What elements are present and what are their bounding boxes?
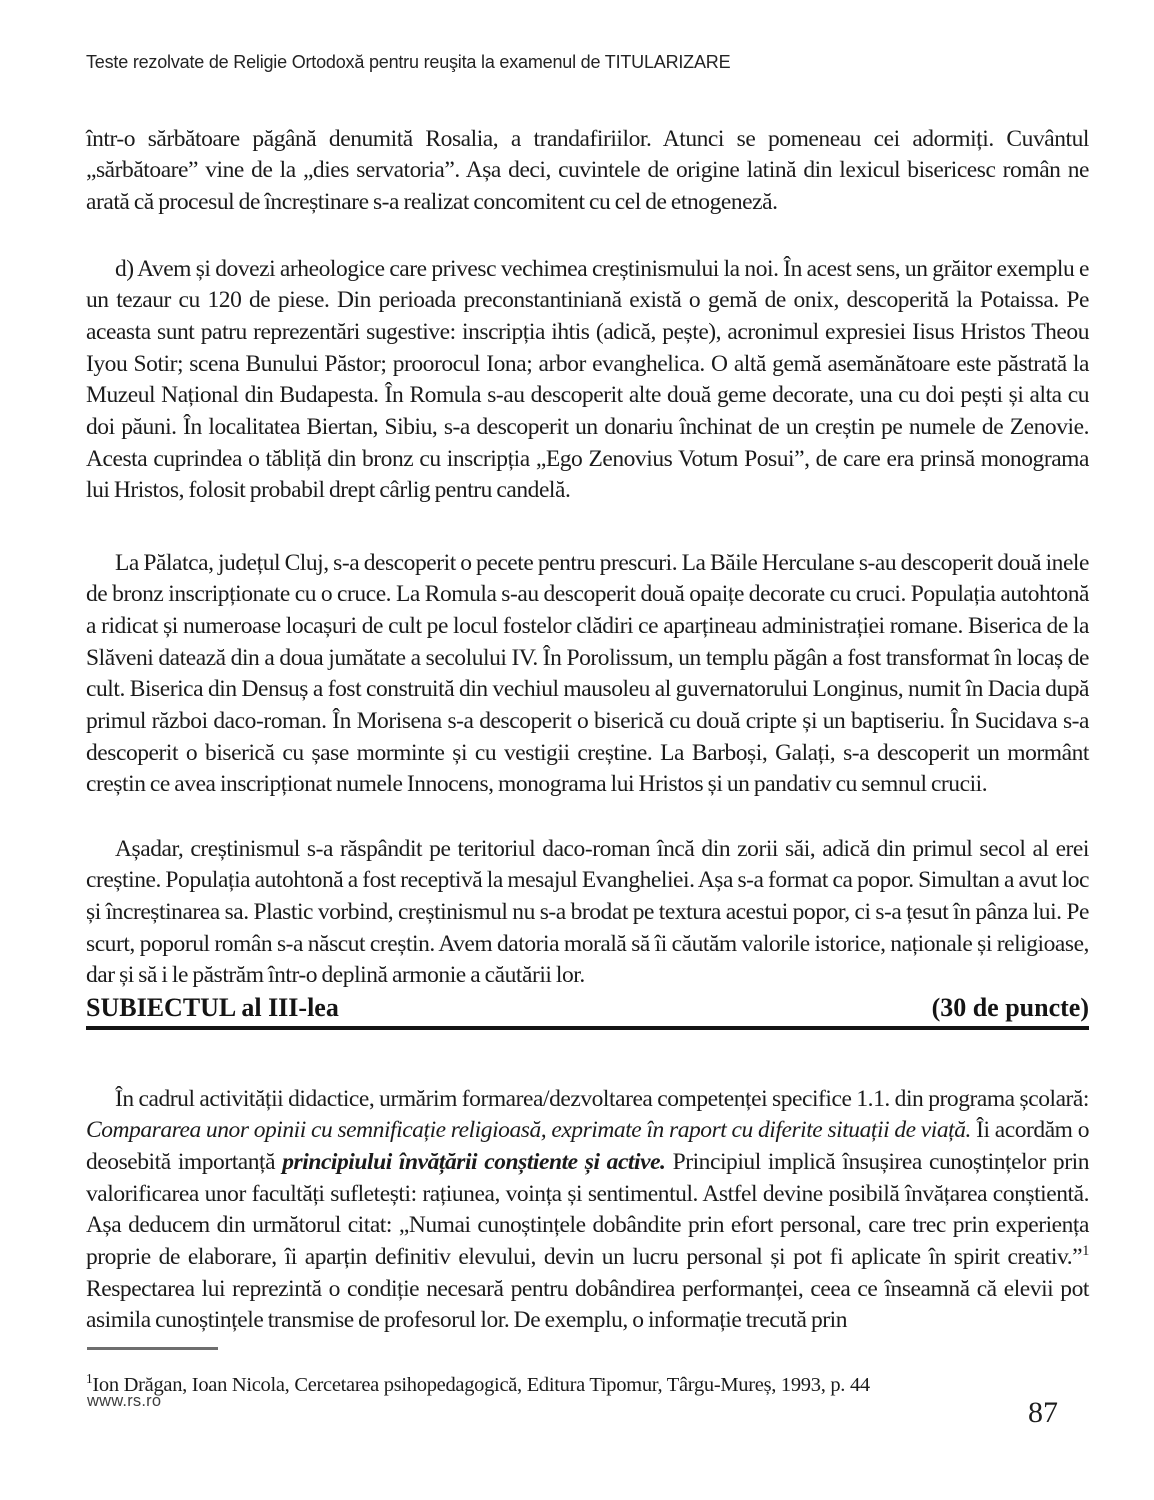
section-points: (30 de puncte) <box>931 993 1089 1022</box>
section-title: SUBIECTUL al III-lea <box>86 993 339 1022</box>
footnote-text: Ion Drăgan, Ioan Nicola, Cercetarea psihopedagogică, Editura Tipomur, Târgu-Mureș, 1993, p. 44 <box>92 1373 870 1396</box>
page-number: 87 <box>1028 1396 1058 1429</box>
footnote <box>86 1370 1089 1397</box>
subject-text-normal-3: Principiul implică însușirea cunoștințelor prin valorificarea unor facultăți sufletești: rațiunea, voința și sentimentul. Astfel devine posibilă învățarea conștientă. Așa deducem din următorul citat: „Numai cunoștințele dobândite prin efort personal, care trec prin experiența proprie de elaborare, îi aparțin definitiv elevului, devin un lucru personal și pot fi aplicate în spirit creativ.” <box>86 1148 1089 1271</box>
paragraph-palatca-discoveries: La Pălatca, județul Cluj, s-a descoperit o pecete pentru prescuri. La Băile Herculane s-au descoperit două inele de bronz inscripționate cu o cruce. La Romula s-au descoperit două opaițe decorate cu cruci. Populația autohtonă a ridicat și numeroase locașuri de cult pe locul fostelor clădiri ce aparțineau administrației romane. Biserica de la Slăveni datează din a doua jumătate a secolului IV. În Porolissum, un templu păgân a fost transformat în locaș de cult. Biserica din Densuș a fost construită din vechiul mausoleu al guvernatorului Longinus, numit în Dacia după primul război daco-roman. În Morisena s-a descoperit o biserică cu două cripte și un baptiseriu. În Sucidava s-a descoperit o biserică cu șase morminte și cu vestigii creștine. La Barboși, Galați, s-a descoperit un mormânt creștin ce avea inscripționat numele Innocens, monograma lui Hristos și un pandativ cu semnul crucii. <box>86 549 1089 798</box>
paragraph-conclusion: Așadar, creștinismul s-a răspândit pe teritoriul daco-roman încă din zorii săi, adică din primul secol al erei creștine. Populația autohtonă a fost receptivă la mesajul Evangheliei. Așa s-a format ca popor. Simultan a avut loc și încreștinarea sa. Plastic vorbind, creștinismul nu s-a brodat pe textura acestui popor, ci s-a țesut în pânza lui. Pe scurt, poporul român s-a născut creștin. Avem datoria morală să îi căutăm valorile istorice, naționale și religioase, dar și să i le păstrăm într-o deplină armonie a căutării lor. <box>86 835 1089 989</box>
paragraph-intro: într-o sărbătoare păgână denumită Rosalia, a trandafiriilor. Atunci se pomeneau cei adormiți. Cuvântul „sărbătoare” vine de la „dies servatoria”. Așa deci, cuvintele de origine latină din lexicul bisericesc român ne arată că procesul de încreștinare s-a realizat concomitent cu cel de etnogeneză. <box>86 125 1089 215</box>
subject-text-bold-italic-principle: principiului învățării conștiente și active. <box>282 1148 666 1175</box>
footnote-divider <box>87 1347 218 1350</box>
subject-text-normal-1: În cadrul activității didactice, urmărim formarea/dezvoltarea competenței specifice 1.1. din programa școlară: <box>115 1085 1089 1112</box>
footnote-reference-1: 1 <box>1082 1243 1089 1260</box>
subject-text-normal-2: Îi acordăm o deosebită importanță <box>86 1117 1089 1175</box>
footnote-marker: 1 <box>86 1370 93 1386</box>
section-heading <box>86 993 1089 1030</box>
paragraph-subject-three <box>86 1084 1089 1338</box>
paragraph-archaeological-evidence: d) Avem și dovezi arheologice care privesc vechimea creștinismului la noi. În acest sens, un grăitor exemplu e un tezaur cu 120 de piese. Din perioada preconstantiniană există o gemă de onix, descoperită la Potaissa. Pe aceasta sunt patru reprezentări sugestive: inscripția ihtis (adică, pește), acronimul expresiei Iisus Hristos Theou Iyou Sotir; scena Bunului Păstor; proorocul Iona; arbor evanghelica. O altă gemă asemănătoare este păstrată la Muzeul Național din Budapesta. În Romula s-au descoperit alte două geme decorate, una cu doi pești și alta cu doi păuni. În localitatea Biertan, Sibiu, s-a descoperit un donariu închinat de un creștin pe numele de Zenovie. Acesta cuprindea o tăbliță din bronz cu inscripția „Ego Zenovius Votum Posui”, de care era prinsă monograma lui Hristos, folosit probabil drept cârlig pentru candelă. <box>86 255 1089 504</box>
subject-text-italic-competence: Compararea unor opinii cu semnificație religioasă, exprimate în raport cu diferite situații de viață. <box>86 1117 971 1144</box>
subject-text-normal-4: Respectarea lui reprezintă o condiție necesară pentru dobândirea performanței, ceea ce înseamnă că elevii pot asimila cunoștințele transmise de profesorul lor. De exemplu, o informație trecută prin <box>86 1275 1089 1334</box>
running-header-title: Teste rezolvate de Religie Ortodoxă pentru reuşita la examenul de TITULARIZARE <box>86 52 731 72</box>
publisher-website: www.rs.ro <box>87 1392 162 1410</box>
